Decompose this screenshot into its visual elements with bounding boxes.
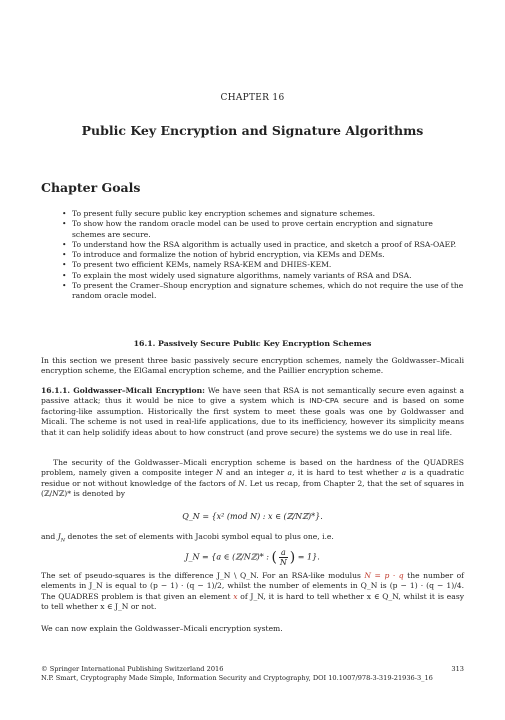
- gm-paragraph-5: We can now explain the Goldwasser–Micali encryption system.: [41, 624, 283, 633]
- equation-jn-rhs: = 1}.: [297, 552, 320, 562]
- footer: [41, 665, 433, 683]
- gm-paragraph-3: [41, 532, 464, 546]
- gm-p4-text-a: The set of pseudo-squares is the difference J_N \ Q_N. For an RSA-like modulus: [41, 571, 361, 580]
- var-n-3: N: [52, 489, 59, 499]
- var-n-2: N: [238, 478, 245, 488]
- jacobi-open-paren: (: [271, 549, 277, 566]
- var-a: a: [287, 468, 293, 478]
- var-a-2: a: [401, 468, 407, 478]
- gm-p1-text-b: secure and is based on some factoring-like assumption. Historically the first system to meet these goals was one by Goldwasser and Micali. The scheme is not used in real-life applications, due to its inefficiency, however its simplicity means that it can help solidify ideas about to how construct (and prove secure) the systems we do use in real life.: [41, 396, 464, 437]
- equation-jn-lhs: J_N = {a ∈ (ℤ/Nℤ)* :: [185, 552, 269, 562]
- goal-item: • To show how the random oracle model can be used to prove certain encryption and signature schemes are secure.: [62, 219, 464, 240]
- jacobi-symbol: [279, 548, 288, 567]
- goal-item: • To present the Cramer–Shoup encryption and signature schemes, which do not require the use of the random oracle model.: [62, 281, 464, 302]
- gm-p4-text-b: the number of elements in J_N is equal to (p − 1) · (q − 1)/2, whilst the number of elements in Q_N is (p − 1) · (q − 1)/4. The QUADRES problem is that given an element: [41, 571, 464, 601]
- subsection-heading: 16.1.1. Goldwasser–Micali Encryption:: [41, 386, 205, 395]
- gm-p2-text-b: and an integer: [225, 468, 285, 478]
- equation-qn: [0, 512, 505, 521]
- page-number: 313: [451, 665, 464, 673]
- gm-paragraph-1: [41, 386, 464, 438]
- gm-p4-text-c: of J_N, it is hard to tell whether x ∈ Q_N, whilst it is easy to tell whether x ∈ J_N or not.: [41, 591, 465, 612]
- goal-item: • To understand how the RSA algorithm is actually used in practice, and sketch a proof of RSA-OAEP.: [62, 240, 464, 250]
- jacobi-close-paren: ): [289, 549, 296, 566]
- goal-item: • To introduce and formalize the notion of hybrid encryption, via KEMs and DEMs.: [62, 250, 464, 260]
- gm-p2-text-e: . Let us recap, from Chapter 2, that the set of squares in (ℤ/: [41, 478, 464, 499]
- jacobi-denominator: N: [279, 558, 287, 567]
- var-jn: $J_N$: [57, 532, 66, 544]
- gm-p1-text-a: We have seen that RSA is not semantically secure even against a passive attack; thus it would be nice to give a system which is: [41, 386, 464, 406]
- goal-item: • To present fully secure public key encryption schemes and signature schemes.: [62, 209, 464, 219]
- jacobi-numerator: a: [280, 548, 286, 557]
- goal-item: • To present two efficient KEMs, namely RSA-KEM and DHIES-KEM.: [62, 260, 464, 270]
- rsa-modulus: N = p · q: [364, 571, 404, 580]
- equation-qn-text: Q_N = {x² (mod N) : x ∈ (ℤ/Nℤ)*}.: [182, 512, 323, 521]
- goals-heading: Chapter Goals: [41, 180, 141, 195]
- goals-list: [62, 209, 464, 302]
- gm-paragraph-2: [41, 458, 464, 500]
- gm-p3-text-b: denotes the set of elements with Jacobi symbol equal to plus one, i.e.: [67, 532, 334, 541]
- gm-p2-text-d: is a quadratic residue or not without knowledge of the factors of: [41, 468, 465, 488]
- gm-p3-text-a: and: [41, 532, 56, 541]
- ind-cpa-term: IND-CPA: [309, 396, 339, 406]
- goal-item: • To explain the most widely used signature algorithms, namely variants of RSA and DSA.: [62, 271, 464, 281]
- chapter-title: Public Key Encryption and Signature Algorithms: [81, 123, 424, 138]
- gm-p2-text-a: The security of the Goldwasser–Micali encryption scheme is based on the hardness of the QUADRES problem, namely given a composite integer: [41, 458, 464, 478]
- gm-paragraph-4: [41, 571, 464, 613]
- equation-jn: [0, 548, 505, 567]
- copyright-line: © Springer International Publishing Switzerland 2016: [41, 665, 224, 673]
- citation-line: N.P. Smart, Cryptography Made Simple, Information Security and Cryptography, DOI 10.1007/978-3-319-21936-3_16: [41, 674, 433, 682]
- section-intro: In this section we present three basic passively secure encryption schemes, namely the Goldwasser–Micali encryption scheme, the ElGamal encryption scheme, and the Paillier encryption scheme.: [41, 356, 464, 376]
- gm-p2-text-f: ℤ)* is denoted by: [58, 489, 125, 499]
- gm-p2-text-c: , it is hard to test whether: [292, 468, 399, 478]
- var-n: N: [215, 468, 223, 478]
- chapter-label: CHAPTER 16: [220, 93, 285, 103]
- var-x: x: [233, 591, 238, 601]
- section-heading: 16.1. Passively Secure Public Key Encryption Schemes: [133, 339, 372, 348]
